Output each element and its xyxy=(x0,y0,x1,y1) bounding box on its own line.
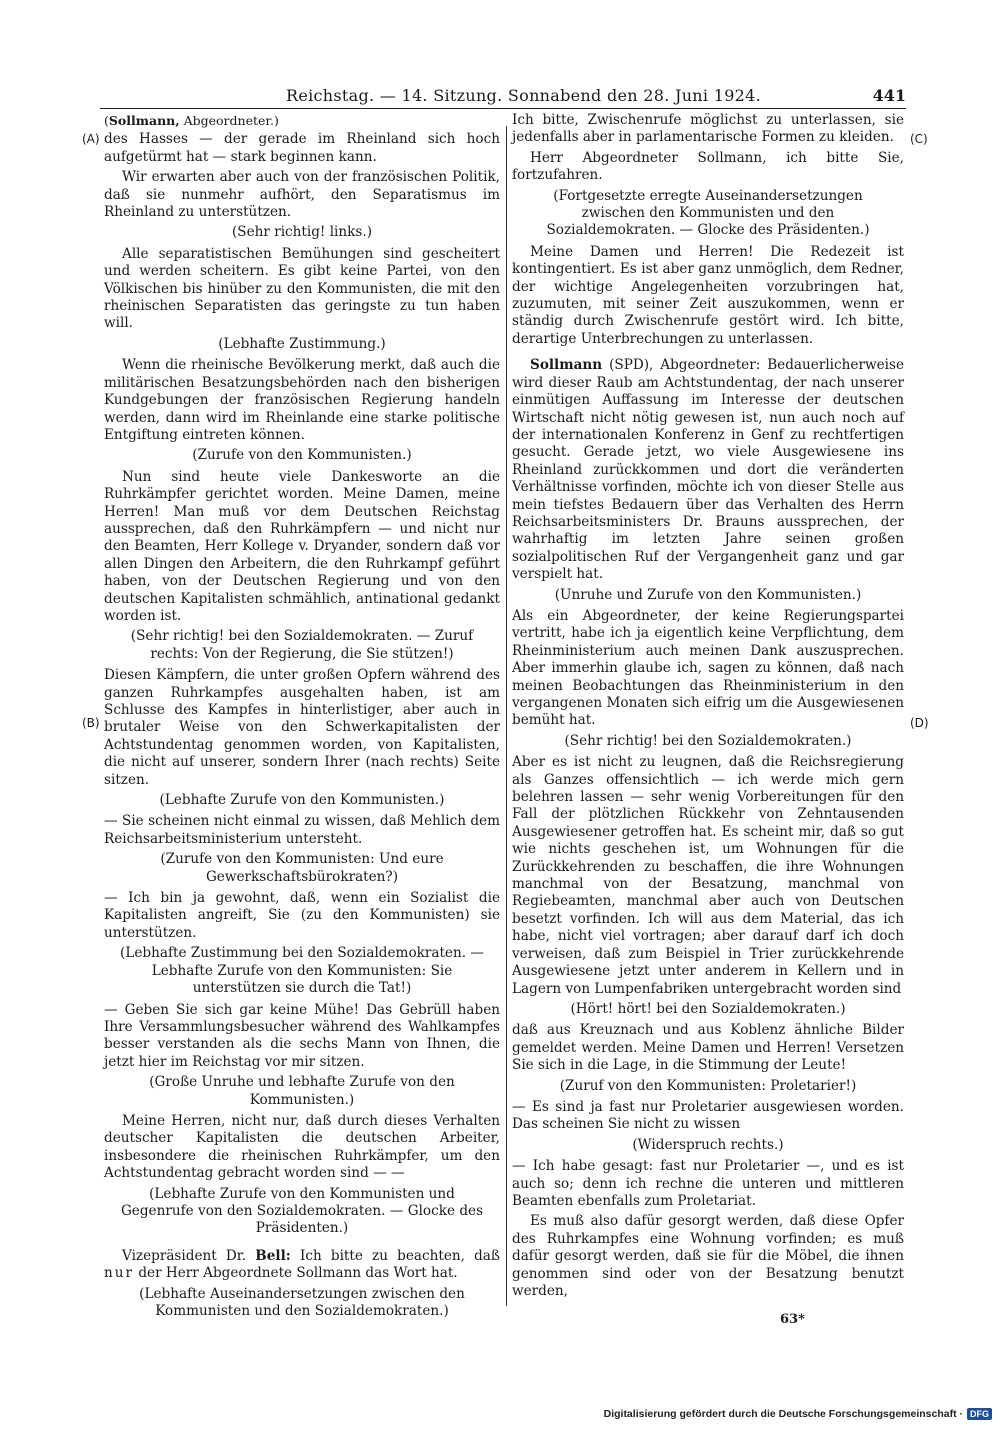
speaker-text: (SPD), Abgeordneter: Bedauerlicherweise wird dieser Raub am Achtstundentag, der nach unserer einmütigen Auffassung im Interesse der deutschen Wirtschaft nicht nötig gewesen ist, nun auch noch auf der internationalen Konferenz in Genf zu rechtfertigen gesucht. Gerade jetzt, wo viele Ausgewiesene ins Rheinland zurückkommen und dort die veränderten Verhältnisse vorfinden, möchte ich von dieser Stelle aus mein tiefstes Bedauern über das Verhalten des Herrn Reichsarbeitsministers Dr. Brauns aussprechen, der wahrhaftig im letzten Jahre seinen großen sozialpolitischen Ruf der Vergangenheit ganz und gar verspielt hat. xyxy=(512,357,904,583)
paragraph: Meine Herren, nicht nur, daß durch dieses Verhalten deutscher Kapitalisten die deutschen Arbeiter, insbesondere die rheinischen Ruhrkämpfer, um den Achtstundentag gebracht worden sind — — xyxy=(104,1112,500,1182)
paragraph: — Ich habe gesagt: fast nur Proletarier —, und es ist auch so; denn ich rechne die unteren und mittleren Beamten ebenfalls zum Proletariat. xyxy=(512,1158,904,1209)
speaker-name: Sollmann, xyxy=(108,113,180,128)
dfg-logo: DFG xyxy=(967,1408,992,1420)
signature-mark: 63* xyxy=(780,1312,805,1327)
paragraph: Meine Damen und Herren! Die Redezeit ist kontingentiert. Es ist aber ganz unmöglich, dem Redner, der wichtige Angelegenheiten vorzubringen hat, zuzumuten, mit seiner Zeit auszukommen, wenn er ständig durch Zwischenrufe gestört wird. Ich bitte, derartige Unterbrechungen zu unterlassen. xyxy=(512,243,904,347)
stage-direction: (Lebhafte Auseinandersetzungen zwischen den Kommunisten und den Sozialdemokraten.) xyxy=(139,1285,465,1319)
page-number: 441 xyxy=(872,86,906,105)
paragraph: — Geben Sie sich gar keine Mühe! Das Gebrüll haben Ihre Versammlungsbesucher während des Wahlkampfes besser verstanden als die sechs Mann von Ihnen, die jetzt hier im Reichstag vor mir sitzen. xyxy=(104,1001,500,1070)
paragraph: des Hasses — der gerade im Rheinland sich hoch aufgetürmt hat — stark beginnen kann. xyxy=(104,131,500,165)
stage-direction: (Lebhafte Zurufe von den Kommunisten.) xyxy=(159,792,445,809)
stage-direction: (Fortgesetzte erregte Auseinandersetzungen zwischen den Kommunisten und den Sozialdemokraten. — Glocke des Präsidenten.) xyxy=(546,187,870,239)
stage-direction: (Sehr richtig! bei den Sozialdemokraten.) xyxy=(564,732,852,749)
paragraph: Als ein Abgeordneter, der keine Regierungspartei vertritt, habe ich ja eigentlich keine Verpflichtung, dem Rheinministerium auch meinen Dank auszusprechen. Aber immerhin glaube ich, sagen zu können, daß nach meinen Beobachtungen das Rheinministerium in den vergangenen Monaten sich eifrig um die Ausgewiesenen bemüht hat. xyxy=(512,607,904,729)
speaker-name: Sollmann xyxy=(530,357,603,374)
paragraph: — Ich bin ja gewohnt, daß, wenn ein Sozialist die Kapitalisten angreift, Sie (zu den Kommunisten) sie unterstützen. xyxy=(104,890,500,941)
speaker-role: Abgeordneter.) xyxy=(183,113,279,128)
footer-credit xyxy=(604,1408,992,1420)
stage-direction: (Lebhafte Zurufe von den Kommunisten und Gegenrufe von den Sozialdemokraten. — Glocke des Präsidenten.) xyxy=(120,1185,484,1237)
margin-mark-b: (B) xyxy=(82,716,100,730)
paragraph: Nun sind heute viele Dankesworte an die Ruhrkämpfer gerichtet worden. Meine Damen, meine Herren! Man muß vor dem Deutschen Reichstag aussprechen, daß den Ruhrkämpfern — und nicht nur den Beamten, Herr Kollege v. Dryander, sondern daß vor allen Dingen den Arbeitern, die den Ruhrkampf geführt haben, von der Deutschen Regierung und von den deutschen Kapitalisten schmählich, antinational gedankt worden ist. xyxy=(104,468,500,624)
paragraph: Diesen Kämpfern, die unter großen Opfern während des ganzen Ruhrkampfes ausgehalten haben, ist am Schlusse des Kampfes in hinterlistiger, aber auch in brutaler Weise von den Schwerkapitalisten der Achtstundentag genommen worden, von Kapitalisten, die nicht auf unserer, sondern Ihrer (nach rechts) Seite sitzen. xyxy=(104,667,500,788)
paragraph: Wenn die rheinische Bevölkerung merkt, daß auch die militärischen Besatzungsbehörden nach den bisherigen Kundgebungen der französischen Regierung handeln werden, dann wird im Rheinlande eine starke politische Entgiftung eintreten können. xyxy=(104,357,500,443)
header-rule xyxy=(100,108,906,109)
stage-direction: (Lebhafte Zustimmung.) xyxy=(218,335,386,352)
margin-mark-c: (C) xyxy=(910,132,928,146)
stage-direction: (Widerspruch rechts.) xyxy=(632,1136,784,1153)
speaker-paragraph xyxy=(512,357,904,583)
paragraph: Ich bitte, Zwischenrufe möglichst zu unterlassen, sie jedenfalls aber in parlamentarische Formen zu kleiden. xyxy=(512,112,904,146)
speaker-continuation: (Sollmann, Abgeordneter.) xyxy=(104,113,279,128)
paragraph: Alle separatistischen Bemühungen sind gescheitert und werden scheitern. Es gibt keine Partei, von den Völkischen bis hinüber zu den Kommunisten, die mit den rheinischen Separatisten das geringste zu tun haben will. xyxy=(104,245,500,332)
column-divider xyxy=(506,126,507,1306)
paragraph: Herr Abgeordneter Sollmann, ich bitte Sie, fortzufahren. xyxy=(512,149,904,184)
stage-direction: (Zuruf von den Kommunisten: Proletarier!) xyxy=(559,1077,857,1094)
stage-direction: (Lebhafte Zustimmung bei den Sozialdemokraten. — Lebhafte Zurufe von den Kommunisten: Sie unterstützen sie durch die Tat!) xyxy=(120,945,484,997)
vp-emphasis: nur xyxy=(104,1265,135,1282)
vp-rest: der Herr Abgeordnete Sollmann das Wort hat. xyxy=(138,1265,458,1282)
vp-name: Bell: xyxy=(255,1247,291,1264)
paragraph: daß aus Kreuznach und aus Koblenz ähnliche Bilder gemeldet werden. Meine Damen und Herren! Versetzen Sie sich in die Lage, in die Stimmung der Leute! xyxy=(512,1022,904,1074)
stage-direction: (Große Unruhe und lebhafte Zurufe von den Kommunisten.) xyxy=(149,1074,455,1108)
right-column xyxy=(512,112,904,1303)
stage-direction: (Zurufe von den Kommunisten.) xyxy=(192,447,412,464)
stage-direction: (Hört! hört! bei den Sozialdemokraten.) xyxy=(570,1000,846,1017)
vp-prefix: Vizepräsident Dr. xyxy=(122,1247,247,1264)
paragraph: — Es sind ja fast nur Proletarier ausgewiesen worden. Das scheinen Sie nicht zu wissen xyxy=(512,1098,904,1133)
stage-direction: (Unruhe und Zurufe von den Kommunisten.) xyxy=(554,586,862,603)
paragraph: Wir erwarten aber auch von der französischen Politik, daß sie nunmehr aufhört, den Separatismus im Rheinland zu unterstützen. xyxy=(104,169,500,221)
vice-president-remark xyxy=(104,1248,500,1283)
margin-mark-d: (D) xyxy=(910,716,929,730)
paragraph: Aber es ist nicht zu leugnen, daß die Reichsregierung als Ganzes offensichtlich — ich werde mich gern belehren lassen — sehr wenig Vorbereitungen für den Fall der plötzlichen Rückkehr von Zehntausenden Ausgewiesener getroffen hat. Es scheint mir, daß so gut wie nichts geschehen ist, um Wohnungen für die Zurückkehrenden zu beschaffen, die ihre Wohnungen manchmal von der Besatzung, manchmal von Regiebeamten, manchmal aber auch von Deutschen besetzt vorfinden. Ich will aus dem Material, das ich habe, nicht viel vortragen; aber darauf darf ich doch verweisen, daß zum Beispiel in Trier zurückkehrende Ausgewiesene jetzt unter anderem in Kellern und in Lagern von Lumpenfabriken untergebracht worden sind xyxy=(512,754,904,997)
running-title: Reichstag. — 14. Sitzung. Sonnabend den 28. Juni 1924. xyxy=(286,86,762,105)
running-header xyxy=(96,86,906,110)
stage-direction: (Zurufe von den Kommunisten: Und eure Gewerkschaftsbürokraten?) xyxy=(160,851,444,885)
paragraph: Es muß also dafür gesorgt werden, daß diese Opfer des Ruhrkampfes eine Wohnung vorfinden; es muß dafür gesorgt werden, daß sie für die Möbel, die ihnen genommen sind oder von der Besatzung benutzt werden, xyxy=(512,1213,904,1299)
paragraph: — Sie scheinen nicht einmal zu wissen, daß Mehlich dem Reichsarbeitsministerium untersteht. xyxy=(104,813,500,847)
vp-text: Ich bitte zu beachten, daß xyxy=(299,1247,500,1264)
footer-text: Digitalisierung gefördert durch die Deutsche Forschungsgemeinschaft · xyxy=(603,1408,963,1420)
margin-mark-a: (A) xyxy=(82,132,100,146)
stage-direction: (Sehr richtig! bei den Sozialdemokraten. — Zuruf rechts: Von der Regierung, die Sie stützen!) xyxy=(130,628,474,662)
left-column xyxy=(104,112,500,1324)
stage-direction: (Sehr richtig! links.) xyxy=(231,224,373,241)
